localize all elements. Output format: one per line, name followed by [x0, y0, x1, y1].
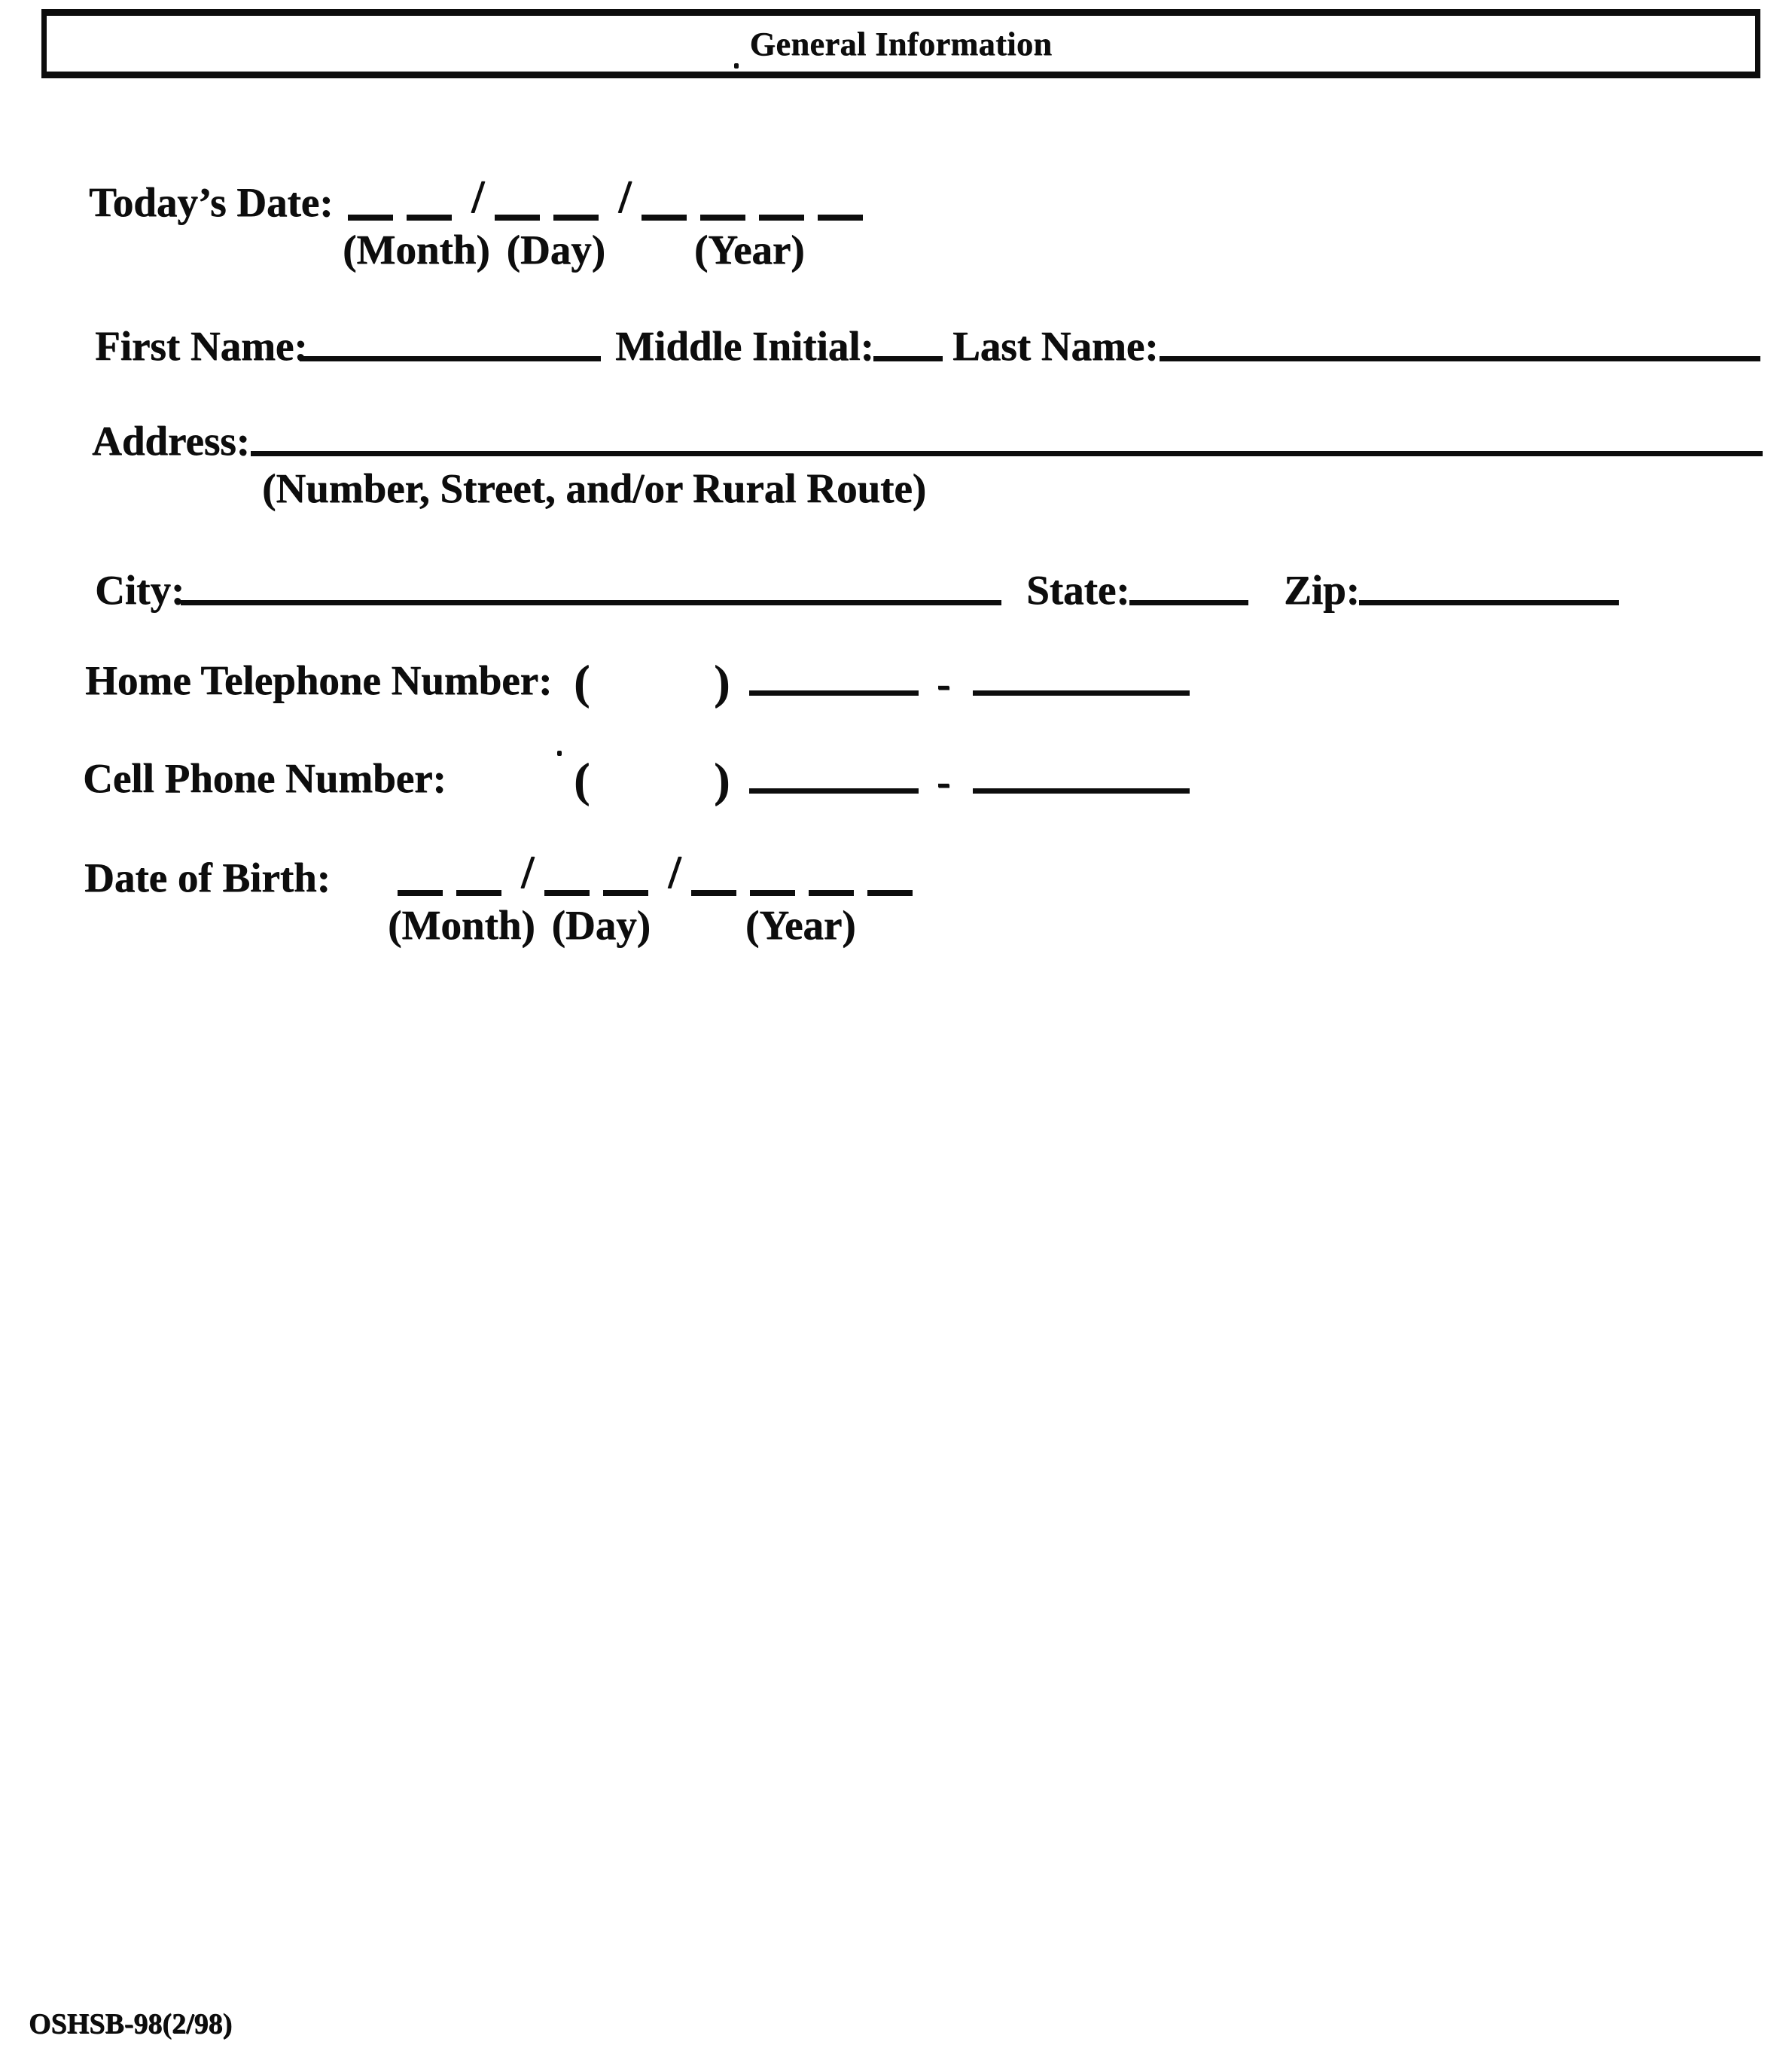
- year-hint: (Year): [745, 902, 856, 948]
- home-phone-hyphen: -: [937, 660, 951, 706]
- month-blank-segment: [348, 184, 393, 221]
- day-blank-segment: [544, 860, 590, 896]
- last-name-label: Last Name:: [952, 323, 1159, 369]
- date-of-birth-hints: [388, 901, 855, 949]
- day-blank-segment: [603, 860, 648, 896]
- state-label: State:: [1026, 567, 1130, 613]
- zip-blank[interactable]: [1359, 566, 1619, 605]
- form-code: OSHSB-98(2/98): [29, 2008, 233, 2040]
- home-phone-close-paren: ): [714, 655, 730, 709]
- day-hint: (Day): [551, 902, 651, 948]
- month-blank-segment: [398, 860, 443, 896]
- scan-speck: [734, 63, 739, 69]
- home-phone-open-paren: (: [574, 655, 590, 709]
- cell-phone-open-paren: (: [574, 753, 590, 806]
- year-blank-segment: [818, 184, 863, 221]
- first-name-blank[interactable]: [300, 322, 601, 361]
- year-blank-segment: [691, 860, 736, 896]
- middle-initial-blank[interactable]: [873, 322, 943, 361]
- form-title: General Information: [749, 25, 1053, 62]
- cell-phone-hyphen: -: [937, 758, 951, 804]
- state-blank[interactable]: [1129, 566, 1248, 605]
- year-blank-segment: [642, 184, 687, 221]
- month-hint: (Month): [343, 227, 490, 273]
- month-blank-segment: [407, 184, 452, 221]
- home-phone-prefix-blank[interactable]: [749, 657, 919, 696]
- first-name-label: First Name:: [95, 323, 308, 369]
- city-label: City:: [95, 567, 185, 613]
- date-separator: /: [521, 847, 535, 898]
- cell-phone-label: Cell Phone Number:: [83, 755, 446, 801]
- cell-phone-close-paren: ): [714, 753, 730, 806]
- day-blank-segment: [495, 184, 540, 221]
- date-of-birth-label: Date of Birth:: [84, 855, 331, 901]
- year-blank-segment: [809, 860, 854, 896]
- city-blank[interactable]: [181, 566, 1001, 605]
- date-of-birth-blank-group[interactable]: [398, 847, 926, 898]
- day-hint: (Day): [506, 227, 605, 273]
- address-label: Address:: [92, 418, 250, 464]
- middle-initial-label: Middle Initial:: [615, 323, 874, 369]
- home-phone-label: Home Telephone Number:: [85, 657, 553, 703]
- cell-phone-prefix-blank[interactable]: [749, 754, 919, 794]
- year-blank-segment: [750, 860, 795, 896]
- todays-date-blank-group[interactable]: [348, 172, 876, 223]
- form-header-box: [41, 9, 1760, 78]
- month-blank-segment: [456, 860, 501, 896]
- zip-label: Zip:: [1284, 567, 1360, 613]
- year-blank-segment: [700, 184, 745, 221]
- year-blank-segment: [867, 860, 913, 896]
- month-hint: (Month): [388, 902, 535, 948]
- date-separator: /: [471, 172, 485, 223]
- last-name-blank[interactable]: [1160, 322, 1760, 361]
- todays-date-label: Today’s Date:: [89, 179, 334, 225]
- year-blank-segment: [759, 184, 804, 221]
- home-phone-line-blank[interactable]: [973, 657, 1190, 696]
- address-hint: (Number, Street, and/or Rural Route): [262, 465, 926, 511]
- todays-date-hints: [343, 226, 804, 274]
- scan-speck: [557, 751, 562, 756]
- date-separator: /: [618, 172, 632, 223]
- address-blank[interactable]: [251, 417, 1763, 456]
- day-blank-segment: [553, 184, 599, 221]
- year-hint: (Year): [693, 227, 805, 273]
- cell-phone-line-blank[interactable]: [973, 754, 1190, 794]
- date-separator: /: [668, 847, 681, 898]
